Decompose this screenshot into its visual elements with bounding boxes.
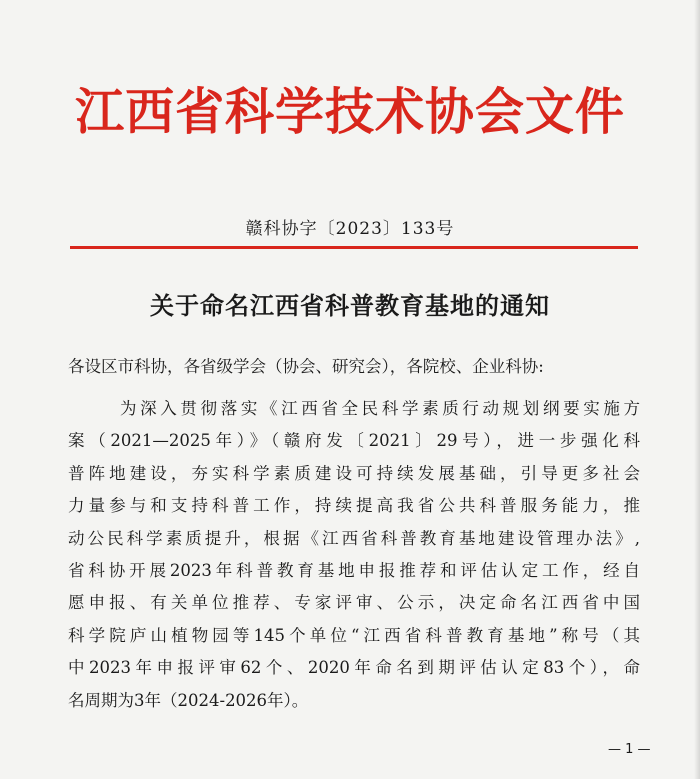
red-divider-line [70, 246, 638, 249]
body-line: 中2023年申报评审62个、2020年命名到期评估认定83个），命 [68, 658, 640, 678]
body-line: 省科协开展2023年科普教育基地申报推荐和评估认定工作，经自 [68, 560, 640, 580]
salutation: 各设区市科协，各省级学会（协会、研究会），各院校、企业科协: [68, 357, 544, 376]
body-line: 科学院庐山植物园等145个单位“江西省科普教育基地”称号（其 [68, 625, 640, 645]
body-line: 动公民科学素质提升，根据《江西省科普教育基地建设管理办法》, [68, 528, 640, 548]
body-line: 为深入贯彻落实《江西省全民科学素质行动规划纲要实施方 [120, 399, 640, 418]
body-line: 愿申报、有关单位推荐、专家评审、公示，决定命名江西省中国 [68, 593, 640, 613]
notice-title: 关于命名江西省科普教育基地的通知 [150, 292, 550, 320]
body-line: 案（2021—2025年）》（赣府发〔2021〕29号），进一步强化科 [68, 431, 640, 451]
body-line: 普阵地建设，夯实科学素质建设可持续发展基础，引导更多社会 [68, 463, 640, 483]
issuer-header-title: 江西省科学技术协会文件 [75, 83, 625, 141]
page-number: — 1 — [608, 742, 651, 757]
notice-body [68, 393, 640, 717]
body-line: 名周期为3年（2024-2026年）。 [68, 690, 309, 710]
body-line: 力量参与和支持科普工作，持续提高我省公共科普服务能力，推 [68, 496, 640, 516]
page-edge-shadow [694, 0, 700, 779]
document-number: 赣科协字〔2023〕133号 [245, 219, 455, 239]
